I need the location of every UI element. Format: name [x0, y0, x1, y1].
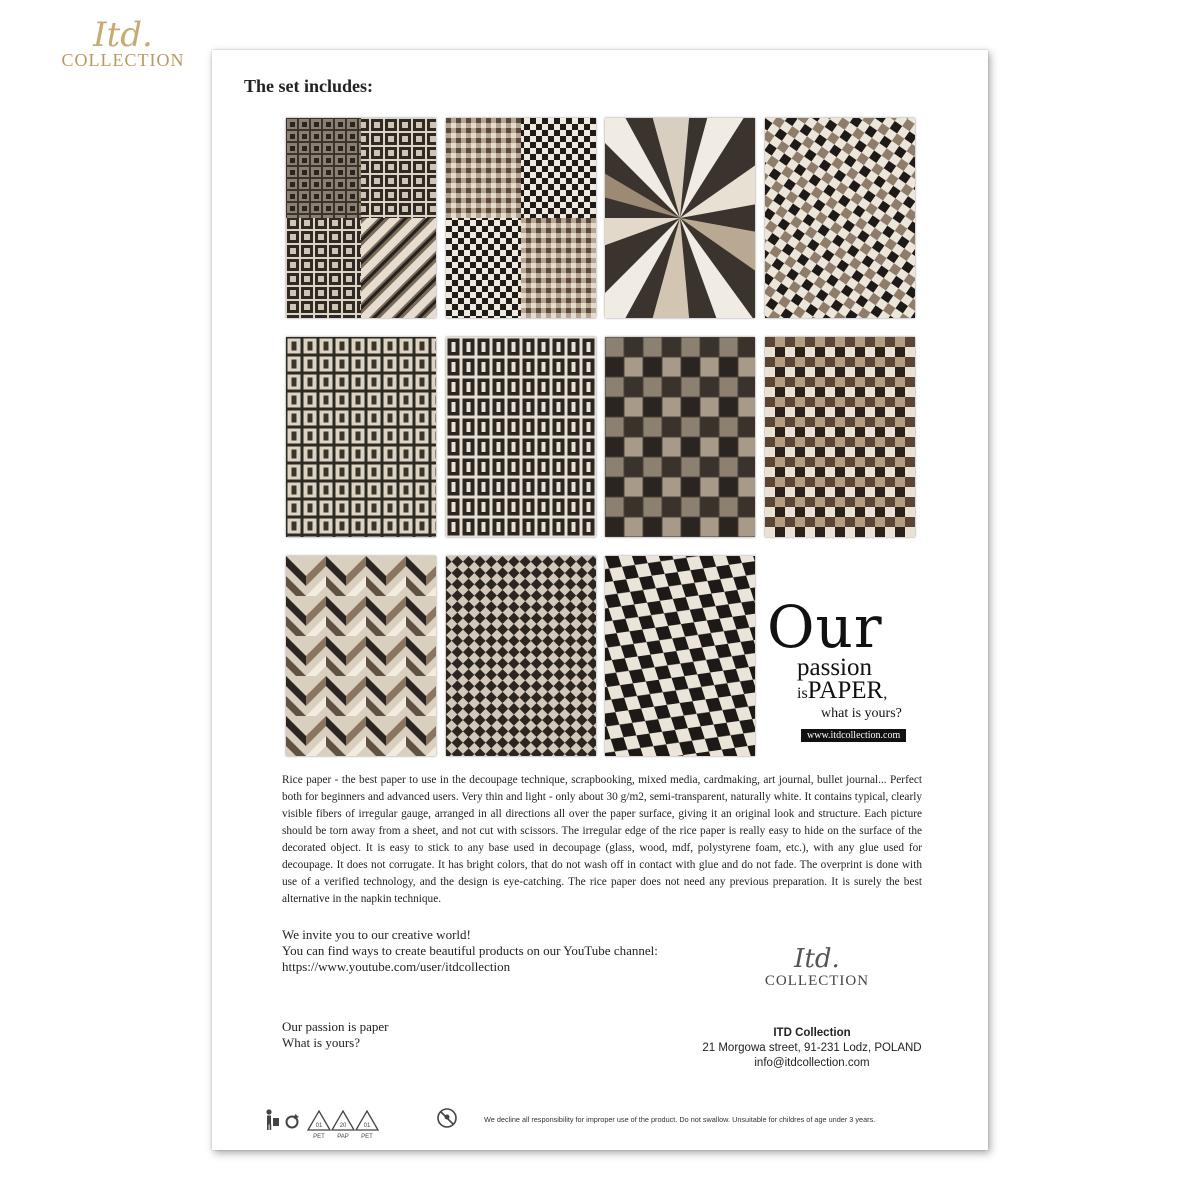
thumbnail-herringbone[interactable]: [286, 556, 436, 756]
contact-block: [702, 1026, 922, 1071]
logo-wordmark: COLLECTION: [764, 973, 870, 989]
warped-checker-pattern: [605, 556, 755, 756]
product-sheet: [212, 50, 988, 1150]
checkerboard-mix-pattern: [446, 118, 596, 318]
logo-wordmark: COLLECTION: [61, 50, 185, 70]
brand-logo-bottom: [742, 945, 892, 990]
slogan-block: [282, 1019, 389, 1051]
recycle-pap-icon: [332, 1111, 354, 1130]
logo-script: Itd.: [93, 15, 153, 55]
thumbnail-diamond-checker[interactable]: [446, 556, 596, 756]
not-for-children-icon: [438, 1109, 456, 1127]
passion-paper: PAPER: [807, 677, 884, 704]
passion-is: is: [797, 685, 808, 702]
brand-logo-corner: [28, 15, 218, 78]
tidy-man-icon: [266, 1109, 279, 1130]
logo-script: Itd.: [794, 944, 840, 974]
svg-text:01: 01: [315, 1123, 323, 1129]
passion-yours: what is yours?: [821, 706, 902, 721]
sunburst-pattern: [605, 118, 755, 318]
recycle-arrow-icon: [287, 1114, 300, 1128]
youtube-link[interactable]: https://www.youtube.com/user/itdcollection: [282, 959, 511, 974]
thumbnail-warped-checker[interactable]: [605, 556, 755, 756]
company-address: 21 Morgowa street, 91-231 Lodz, POLAND: [702, 1042, 922, 1054]
diamond-checker-pattern: [446, 556, 596, 756]
company-name: ITD Collection: [773, 1027, 851, 1039]
recycle-pet-icon-2: [356, 1111, 378, 1130]
passion-our: Our: [767, 593, 883, 661]
recycle-pet-icon: [308, 1111, 330, 1130]
slogan-line-1: Our passion is paper: [282, 1019, 389, 1034]
thumbnail-radial-sunburst[interactable]: [605, 118, 755, 318]
svg-text:01: 01: [363, 1123, 371, 1129]
company-email[interactable]: info@itdcollection.com: [754, 1057, 870, 1069]
thumbnail-letters-numbers-collage[interactable]: [286, 118, 436, 318]
website-url-badge[interactable]: www.itdcollection.com: [801, 729, 906, 742]
sheet-title: The set includes:: [244, 76, 374, 96]
letters-numbers-pattern: [286, 118, 436, 318]
thumbnail-diagonal-tiles[interactable]: [765, 118, 915, 318]
thumbnail-marble-squares[interactable]: [605, 337, 755, 537]
numbers-grid-pattern: [446, 337, 596, 537]
invite-line-2: You can find ways to create beautiful products on our YouTube channel:: [282, 943, 658, 958]
passion-comma: ,: [883, 685, 888, 702]
svg-text:20: 20: [339, 1123, 347, 1129]
invite-block: [282, 927, 658, 975]
recycling-icons-svg: [260, 1106, 460, 1140]
product-description: Rice paper - the best paper to use in the decoupage technique, scrapbooking, mixed media, cardmaking, art journal, bullet journal... Perfect both for beginners and advanced users. Very thin and light - only about 30 g/m2, semi-transparent, naturally white. It contains typical, clearly visible fibers of irregular gauge, arranged in all directions all over the paper surface, giving it an original look and structure. Each picture should be torn away from a sheet, and not cut with scissors. The irregular edge of the rice paper is really easy to hide on the surface of the decorated object. It is easy to stick to any base used in decoupage (glass, wood, mdf, polystyrene foam, etc.), with any glue used for decoupage. It does not corrugate. It has bright colors, that do not wash off in contact with glue and do not fade. The overprint is done with use of a verified technology, and the design is eye-catching. The rice paper does not need any previous preparation. It is surely the best alternative in the napkin technique.: [282, 774, 922, 905]
recycle-label-3: PET: [361, 1134, 373, 1140]
thumbnail-letters-grid[interactable]: [286, 337, 436, 537]
thumbnail-numbers-grid[interactable]: [446, 337, 596, 537]
safety-warning: We decline all responsibility for improper use of the product. Do not swallow. Unsuitable for childres of age under 3 years.: [484, 1115, 876, 1124]
invite-line-1: We invite you to our creative world!: [282, 927, 471, 942]
diagonal-tiles-pattern: [765, 118, 915, 318]
slogan-line-2: What is yours?: [282, 1035, 360, 1050]
passion-slogan-block: [767, 593, 967, 743]
recycle-label-2: PAP: [337, 1134, 349, 1140]
mosaic-squares-pattern: [765, 337, 915, 537]
marble-squares-pattern: [605, 337, 755, 537]
thumbnail-checkerboard-mix[interactable]: [446, 118, 596, 318]
recycling-icons: [260, 1106, 460, 1140]
thumbnail-mosaic-squares[interactable]: [765, 337, 915, 537]
herringbone-pattern: [286, 556, 436, 756]
letters-grid-pattern: [286, 337, 436, 537]
passion-is-paper: [797, 677, 967, 705]
recycle-label-1: PET: [313, 1134, 325, 1140]
passion-word: passion: [797, 654, 872, 681]
